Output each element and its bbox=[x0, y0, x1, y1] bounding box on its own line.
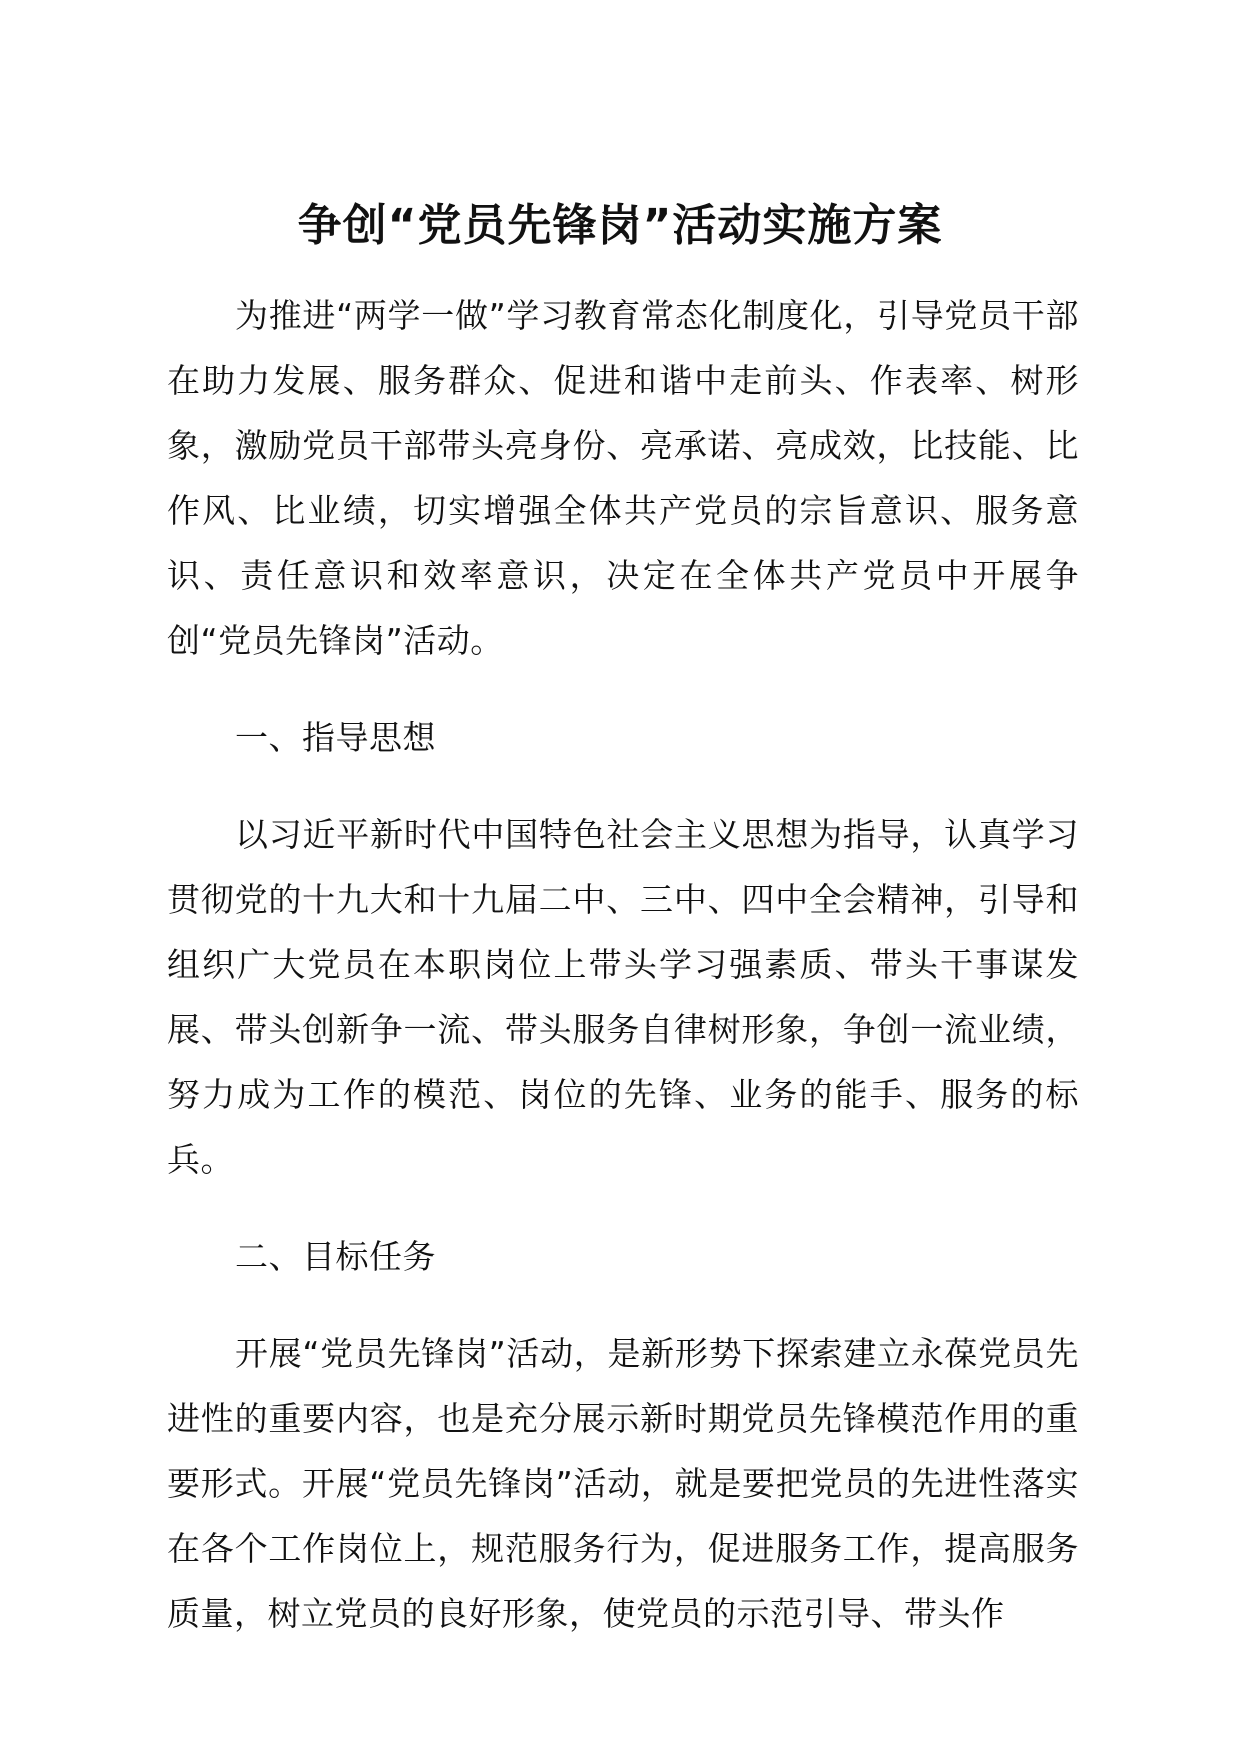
section-heading-guiding-ideology: 一、指导思想 bbox=[235, 718, 436, 757]
document-title: 争创“党员先锋岗”活动实施方案 bbox=[297, 200, 943, 251]
section-body-goals-tasks: 开展“党员先锋岗”活动，是新形势下探索建立永葆党员先进性的重要内容，也是充分展示新时期党员先锋模范作用的重要形式。开展“党员先锋岗”活动，就是要把党员的先进性落实在各个工作岗位上，规范服务行为，促进服务工作，提高服务质量，树立党员的良好形象，使党员的示范引导、带头作 bbox=[167, 1334, 1079, 1633]
paragraph-gap bbox=[167, 673, 1079, 705]
paragraph-gap bbox=[167, 1192, 1079, 1224]
document-body bbox=[167, 283, 1079, 1646]
paragraph-gap bbox=[167, 770, 1079, 802]
intro-paragraph: 为推进“两学一做”学习教育常态化制度化，引导党员干部在助力发展、服务群众、促进和谐中走前头、作表率、树形象，激励党员干部带头亮身份、亮承诺、亮成效，比技能、比作风、比业绩，切实增强全体共产党员的宗旨意识、服务意识、责任意识和效率意识，决定在全体共产党员中开展争创“党员先锋岗”活动。 bbox=[167, 296, 1079, 660]
paragraph-gap bbox=[167, 1289, 1079, 1321]
section-heading-goals-tasks: 二、目标任务 bbox=[235, 1237, 436, 1276]
section-body-guiding-ideology: 以习近平新时代中国特色社会主义思想为指导，认真学习贯彻党的十九大和十九届二中、三中、四中全会精神，引导和组织广大党员在本职岗位上带头学习强素质、带头干事谋发展、带头创新争一流、带头服务自律树形象，争创一流业绩，努力成为工作的模范、岗位的先锋、业务的能手、服务的标兵。 bbox=[167, 815, 1079, 1179]
